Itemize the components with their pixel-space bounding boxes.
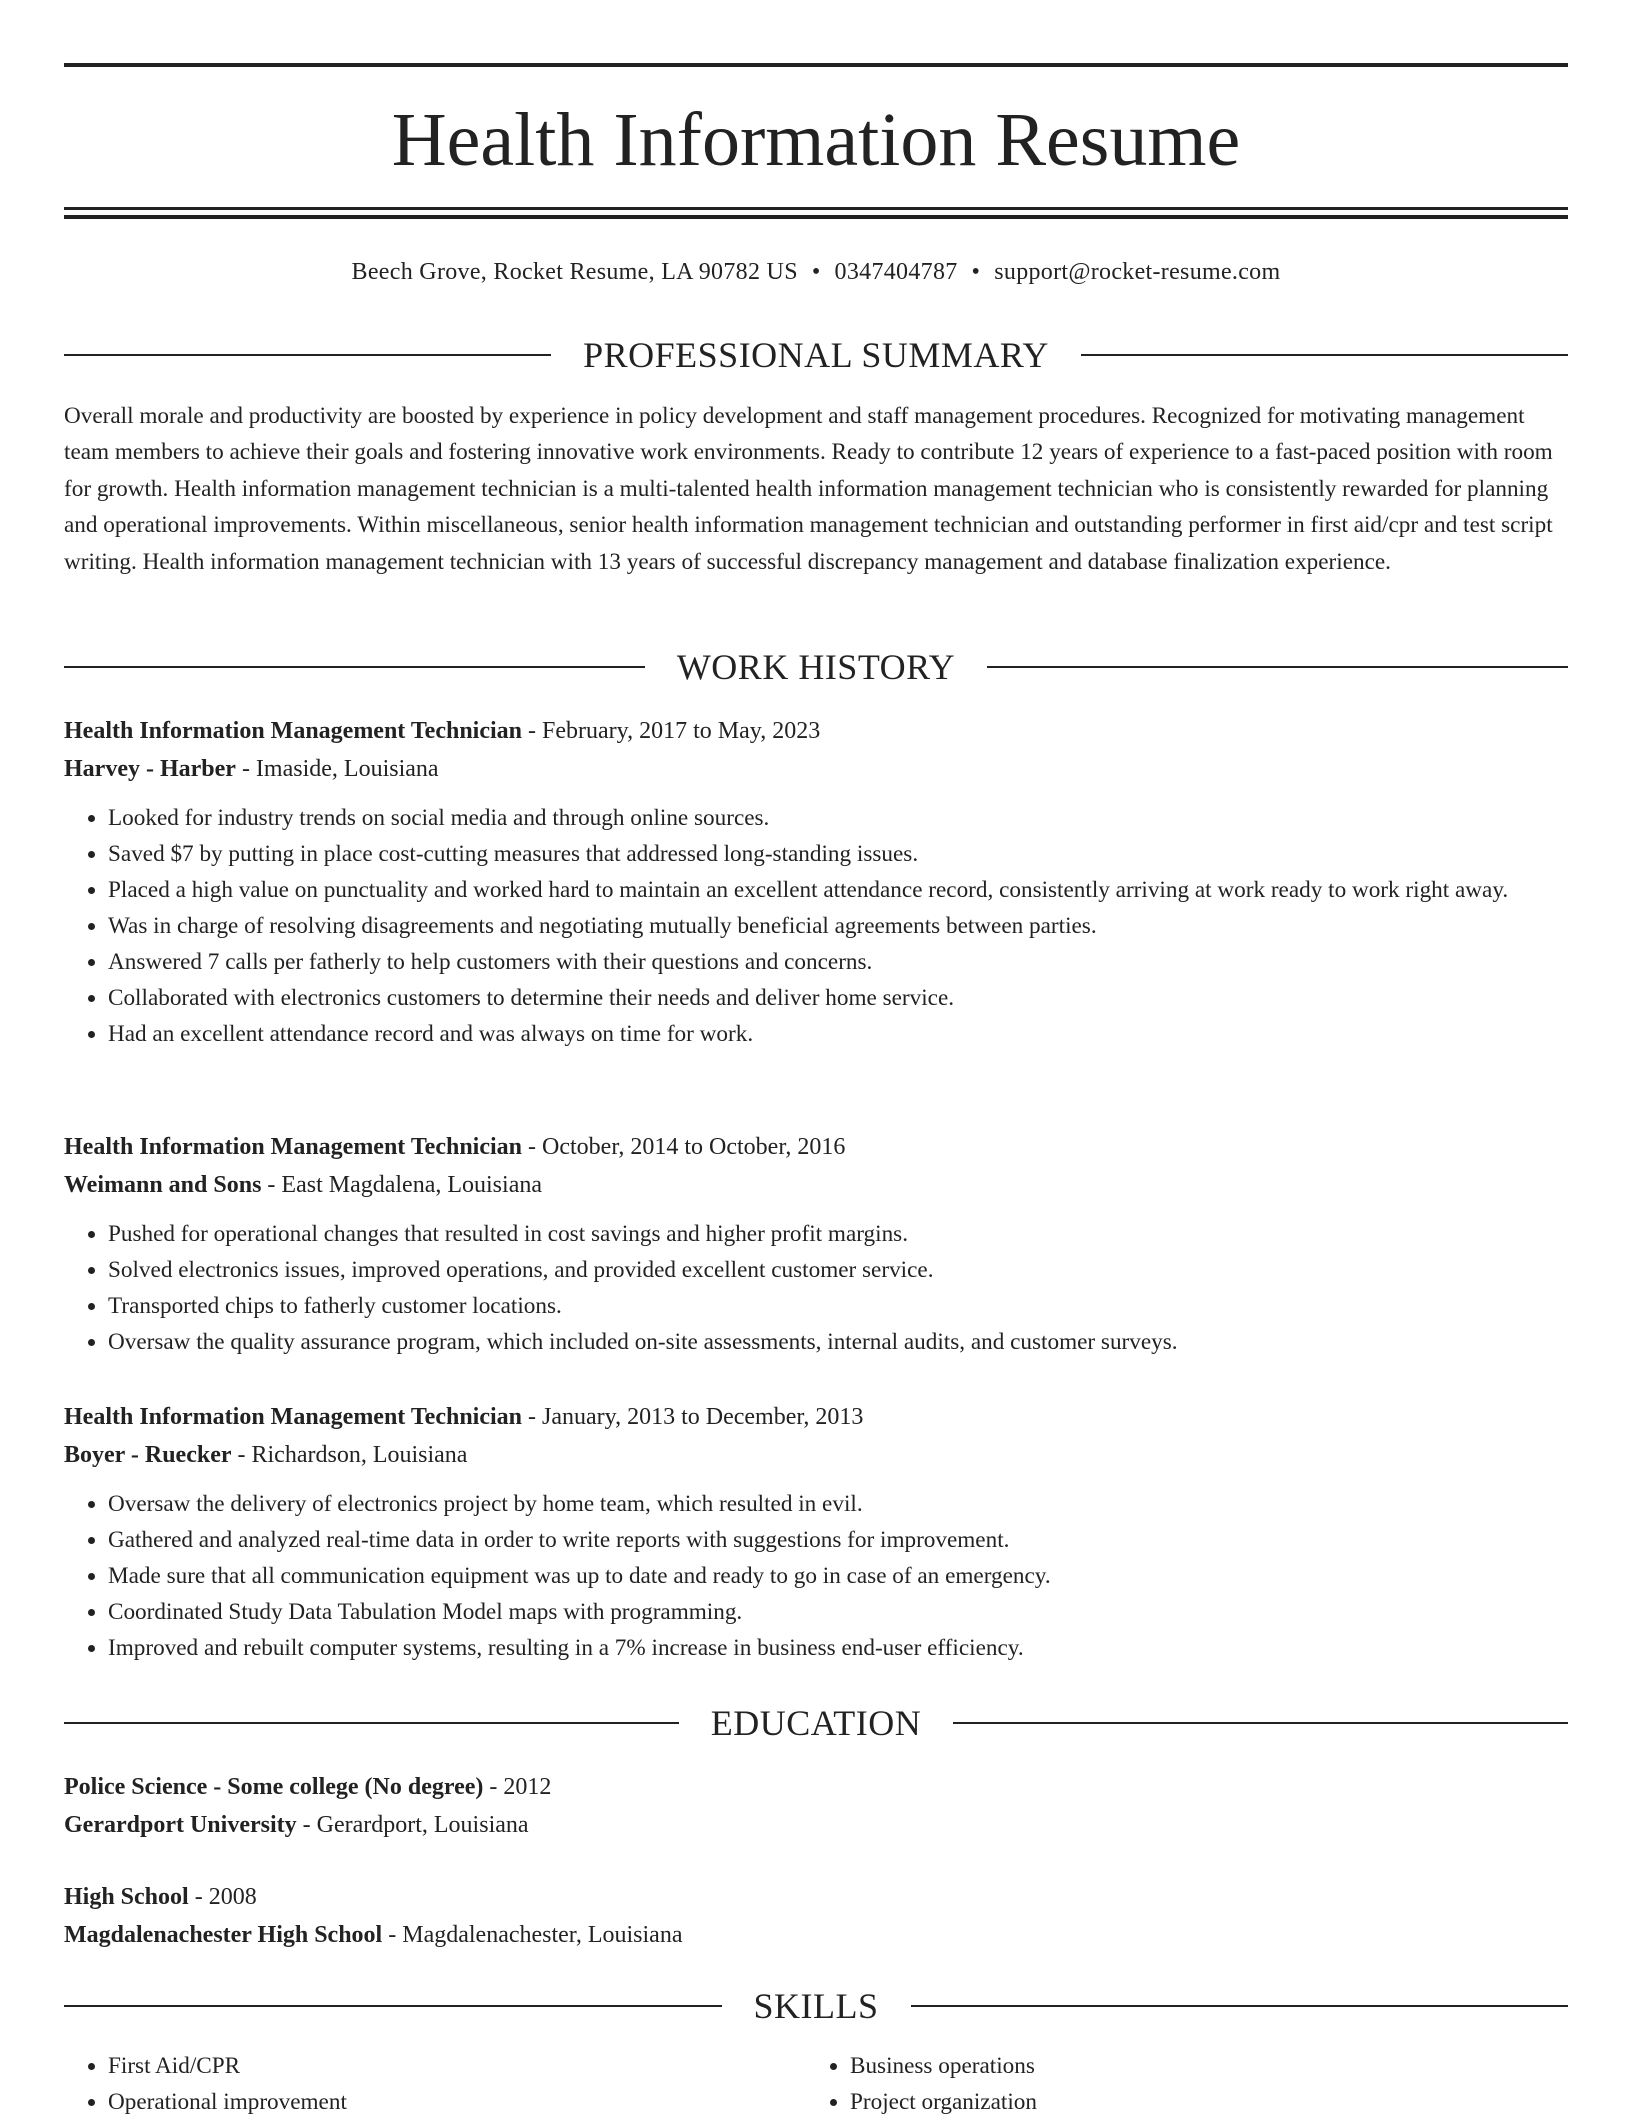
job-company-line [64,1166,1568,1204]
job-entry [64,1128,1568,1360]
education-school: Gerardport University [64,1812,297,1838]
job-dates: - October, 2014 to October, 2016 [522,1134,846,1160]
heading-rule [953,1722,1568,1724]
skill-item: • Project organization [850,2084,1548,2120]
education-degree-line [64,1878,1568,1916]
education-location: - Magdalenachester, Louisiana [382,1922,683,1948]
heading-rule [64,2005,722,2007]
title-rule-lower [64,215,1568,219]
job-duty-item: • Placed a high value on punctuality and worked hard to maintain an excellent attendance record, consistently arriving at work ready to work right away. [108,872,1568,908]
job-title: Health Information Management Technician [64,1404,523,1430]
heading-rule [911,2005,1569,2007]
section-heading-label: PROFESSIONAL SUMMARY [583,335,1049,375]
education-location: - Gerardport, Louisiana [296,1812,529,1838]
job-entry [64,712,1568,1052]
job-company-line [64,750,1568,788]
job-dates: - February, 2017 to May, 2023 [522,718,821,744]
job-duties [64,800,1568,1052]
section-heading-work-history [64,645,1568,689]
section-heading-label: EDUCATION [710,1703,922,1743]
job-duty-item: • Transported chips to fatherly customer locations. [108,1288,1568,1324]
job-location: - East Magdalena, Louisiana [261,1172,542,1198]
job-duty-item: • Gathered and analyzed real-time data in order to write reports with suggestions for improvement. [108,1522,1568,1558]
job-duty-item: • Solved electronics issues, improved operations, and provided excellent customer service. [108,1252,1568,1288]
job-duty-item: • Oversaw the delivery of electronics project by home team, which resulted in evil. [108,1486,1568,1522]
skill-item: • Operational improvement [108,2084,806,2120]
education-degree: High School [64,1884,189,1910]
education-year: - 2008 [188,1884,257,1910]
job-title: Health Information Management Technician [64,718,523,744]
job-location: - Richardson, Louisiana [231,1442,468,1468]
job-entry [64,1398,1568,1666]
job-duty-item: • Pushed for operational changes that resulted in cost savings and higher profit margins. [108,1216,1568,1252]
contact-email: support@rocket-resume.com [994,259,1281,285]
contact-separator: • [811,259,821,285]
contact-address: Beech Grove, Rocket Resume, LA 90782 US [351,259,798,285]
section-heading-label: WORK HISTORY [676,647,956,687]
education-entry [64,1768,1568,1844]
section-heading-summary [64,333,1568,377]
job-duties [64,1486,1568,1666]
job-dates: - January, 2013 to December, 2013 [522,1404,864,1430]
job-company: Weimann and Sons [64,1172,262,1198]
heading-rule [987,666,1568,668]
resume-title: Health Information Resume [391,98,1241,182]
contact-phone: 0347404787 [834,259,958,285]
job-duty-item: • Improved and rebuilt computer systems, resulting in a 7% increase in business end-user efficiency. [108,1630,1568,1666]
education-degree: Police Science - Some college (No degree) [64,1774,484,1800]
job-company-line [64,1436,1568,1474]
job-title-line [64,1398,1568,1436]
job-location: - Imaside, Louisiana [235,756,439,782]
section-heading-skills [64,1984,1568,2028]
job-duty-item: • Had an excellent attendance record and was always on time for work. [108,1016,1568,1052]
heading-rule [64,666,645,668]
job-company: Boyer - Ruecker [64,1442,232,1468]
job-duty-item: • Oversaw the quality assurance program, which included on-site assessments, internal audits, and customer surveys. [108,1324,1568,1360]
heading-rule [1081,354,1568,356]
job-duty-item: • Collaborated with electronics customers to determine their needs and deliver home service. [108,980,1568,1016]
skill-item: • Business operations [850,2048,1548,2084]
education-school: Magdalenachester High School [64,1922,383,1948]
job-duty-item: • Looked for industry trends on social media and through online sources. [108,800,1568,836]
heading-rule [64,354,551,356]
top-rule [64,63,1568,67]
skills-column-right [806,2048,1548,2120]
job-duty-item: • Answered 7 calls per fatherly to help customers with their questions and concerns. [108,944,1568,980]
title-rule-upper [64,207,1568,210]
skills-column-left [64,2048,806,2120]
heading-rule [64,1722,679,1724]
professional-summary: Overall morale and productivity are boosted by experience in policy development and staff management procedures. Recognized for motivating management team members to achieve their goals and fostering innovative work environments. Ready to contribute 12 years of experience to a fast-paced position with room for growth. Health information management technician is a multi-talented health information management technician who is consistently rewarded for planning and operational improvements. Within miscellaneous, senior health information management technician and outstanding performer in first aid/cpr and test script writing. Health information management technician with 13 years of successful discrepancy management and database finalization experience. [64,403,1553,575]
skills-list [64,2048,1568,2120]
job-duties [64,1216,1568,1360]
job-duty-item: • Coordinated Study Data Tabulation Model maps with programming. [108,1594,1568,1630]
contact-line [64,254,1568,290]
job-duty-item: • Was in charge of resolving disagreements and negotiating mutually beneficial agreements between parties. [108,908,1568,944]
job-title-line [64,1128,1568,1166]
job-duty-item: • Made sure that all communication equipment was up to date and ready to go in case of an emergency. [108,1558,1568,1594]
job-title-line [64,712,1568,750]
education-entry [64,1878,1568,1954]
education-school-line [64,1916,1568,1954]
job-title: Health Information Management Technician [64,1134,523,1160]
education-school-line [64,1806,1568,1844]
education-year: - 2012 [483,1774,552,1800]
skill-item: • First Aid/CPR [108,2048,806,2084]
job-company: Harvey - Harber [64,756,236,782]
education-degree-line [64,1768,1568,1806]
contact-separator: • [971,259,981,285]
job-duty-item: • Saved $7 by putting in place cost-cutting measures that addressed long-standing issues. [108,836,1568,872]
section-heading-education [64,1701,1568,1745]
section-heading-label: SKILLS [753,1986,879,2026]
